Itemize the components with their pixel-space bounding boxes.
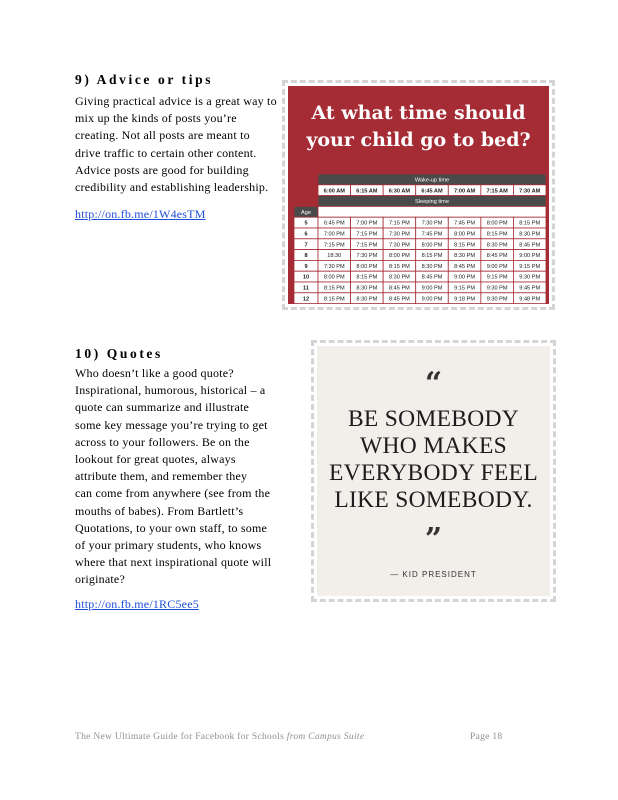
bedtime-label: 8:15 PM bbox=[323, 285, 345, 292]
bedtime-label: 8:30 PM bbox=[454, 253, 475, 260]
body-line: attribute them, and remember they bbox=[75, 469, 248, 484]
bedtime-label: 8:30 PM bbox=[486, 242, 508, 249]
section-10-link[interactable]: http://on.fb.me/1RC5ee5 bbox=[75, 597, 199, 611]
age-label: 6 bbox=[304, 231, 308, 238]
bedtime-label: 9:15 PM bbox=[519, 263, 541, 270]
bedtime-label: 9:15 PM bbox=[486, 274, 508, 281]
bedtime-label: 9:15 PM bbox=[454, 285, 475, 292]
body-line: Advice posts are good for building bbox=[75, 162, 249, 177]
bedtime-label: 6:45 PM bbox=[323, 220, 345, 227]
bedtime-label: 8:15 PM bbox=[356, 274, 378, 281]
bedtime-label: 8:30 PM bbox=[356, 296, 378, 303]
bedtime-label: 7:15 PM bbox=[323, 242, 345, 249]
body-line: can come from anywhere (see from the bbox=[75, 486, 271, 501]
bedtime-label: 7:15 PM bbox=[356, 231, 378, 238]
bedtime-label: 8:45 PM bbox=[519, 242, 541, 249]
quote-image bbox=[311, 340, 556, 602]
bedtime-infographic bbox=[282, 80, 555, 310]
age-label: 5 bbox=[304, 220, 308, 227]
bedtime-label: 8:15 PM bbox=[486, 231, 508, 238]
wake-time-label: 7:30 AM bbox=[519, 188, 541, 195]
age-label: 7 bbox=[304, 242, 308, 249]
body-line: mouths of babes). From Bartlett’s bbox=[75, 503, 244, 518]
open-quote-icon: “ bbox=[424, 366, 443, 401]
section-10-title: 10) Quotes bbox=[75, 346, 163, 361]
bedtime-title-line-1: At what time should bbox=[311, 102, 526, 124]
bedtime-label: 8:00 PM bbox=[323, 274, 345, 281]
bedtime-label: 7:30 PM bbox=[389, 231, 410, 238]
age-label: 10 bbox=[302, 274, 310, 281]
bedtime-title-line-2: your child go to bed? bbox=[306, 129, 531, 151]
age-label: 11 bbox=[303, 285, 309, 292]
quote-attribution: — KID PRESIDENT bbox=[390, 570, 477, 579]
section-9-title: 9) Advice or tips bbox=[75, 72, 214, 87]
bedtime-label: 9:00 PM bbox=[486, 263, 508, 270]
body-line: mix up the kinds of posts you’re bbox=[75, 111, 237, 126]
bedtime-label: 9:30 PM bbox=[486, 285, 508, 292]
body-line: drive traffic to certain other content. bbox=[75, 145, 257, 160]
bedtime-label: 8:30 PM bbox=[421, 263, 443, 270]
page-number: Page 18 bbox=[470, 732, 503, 742]
body-line: across to your followers. Be on the bbox=[75, 434, 250, 449]
section-9-link[interactable]: http://on.fb.me/1W4esTM bbox=[75, 207, 206, 221]
bedtime-label: 8:15 PM bbox=[323, 296, 345, 303]
body-line: creating. Not all posts are meant to bbox=[75, 128, 250, 143]
bedtime-label: 7:45 PM bbox=[454, 220, 475, 227]
wake-time-label: 7:15 AM bbox=[486, 188, 508, 195]
age-header-label: Age bbox=[301, 209, 311, 216]
bedtime-label: 7:30 PM bbox=[421, 220, 443, 227]
body-line: Giving practical advice is a great way to bbox=[75, 94, 277, 108]
body-line: credibility and establishing leadership. bbox=[75, 180, 269, 195]
bedtime-label: 9:18 PM bbox=[454, 296, 475, 303]
bedtime-label: 8:30 PM bbox=[356, 285, 378, 292]
bedtime-label: 8:15 PM bbox=[389, 263, 410, 270]
bedtime-label: 8:45 PM bbox=[454, 263, 475, 270]
body-line: Who doesn’t like a good quote? bbox=[75, 366, 234, 380]
wake-time-label: 6:15 AM bbox=[356, 188, 378, 195]
bedtime-label: 9:00 PM bbox=[421, 285, 443, 292]
bedtime-label: 8:45 PM bbox=[389, 296, 410, 303]
bedtime-label: 7:30 PM bbox=[356, 253, 378, 260]
bedtime-label: 8:00 PM bbox=[454, 231, 475, 238]
body-line: Quotations, to your own staff, to some bbox=[75, 520, 268, 535]
bedtime-label: 9:48 PM bbox=[519, 296, 541, 303]
body-line: some key message you’re trying to get bbox=[75, 417, 268, 432]
body-line: lookout for great quotes, always bbox=[75, 452, 236, 467]
bedtime-label: 7:45 PM bbox=[421, 231, 443, 238]
bedtime-label: 18:30 bbox=[327, 253, 342, 260]
quote-line-4: LIKE SOMEBODY. bbox=[334, 487, 533, 513]
bedtime-label: 8:45 PM bbox=[389, 285, 410, 292]
bedtime-label: 7:30 PM bbox=[389, 242, 410, 249]
bedtime-label: 9:00 PM bbox=[421, 296, 443, 303]
bedtime-label: 7:15 PM bbox=[389, 220, 410, 227]
bedtime-label: 7:00 PM bbox=[323, 231, 345, 238]
bedtime-label: 9:30 PM bbox=[519, 274, 541, 281]
body-line: Inspirational, humorous, historical – a bbox=[75, 383, 266, 398]
bedtime-label: 8:15 PM bbox=[454, 242, 475, 249]
bedtime-label: 9:00 PM bbox=[519, 253, 541, 260]
bedtime-label: 8:15 PM bbox=[519, 220, 541, 227]
quote-line-3: EVERYBODY FEEL bbox=[329, 460, 538, 486]
bedtime-label: 8:00 PM bbox=[389, 253, 410, 260]
body-line: of your primary students, who knows bbox=[75, 538, 262, 553]
bedtime-label: 8:30 PM bbox=[389, 274, 410, 281]
bedtime-label: 7:15 PM bbox=[356, 242, 378, 249]
bedtime-table bbox=[294, 174, 546, 303]
quote-line-2: WHO MAKES bbox=[360, 433, 507, 459]
age-label: 12 bbox=[302, 296, 310, 303]
bedtime-label: 9:30 PM bbox=[486, 296, 508, 303]
body-line: originate? bbox=[75, 572, 125, 587]
footer-doc-title: The New Ultimate Guide for Facebook for Schools bbox=[75, 732, 285, 742]
bedtime-label: 8:00 PM bbox=[356, 263, 378, 270]
bedtime-label: 9:00 PM bbox=[454, 274, 475, 281]
wake-time-label: 7:00 AM bbox=[453, 188, 476, 195]
bedtime-label: 8:45 PM bbox=[486, 253, 508, 260]
bedtime-label: 8:30 PM bbox=[519, 231, 541, 238]
blank-header-row bbox=[318, 206, 546, 217]
bedtime-label: 8:15 PM bbox=[421, 253, 443, 260]
age-label: 9 bbox=[304, 263, 308, 270]
footer-title bbox=[75, 732, 364, 742]
wake-time-label: 6:45 AM bbox=[421, 188, 443, 195]
wake-time-label: 6:00 AM bbox=[323, 188, 345, 195]
body-line: where that next inspirational quote will bbox=[75, 555, 272, 570]
bedtime-label: 8:45 PM bbox=[421, 274, 443, 281]
wake-header-label: Wake-up time bbox=[414, 177, 450, 184]
section-10-body bbox=[75, 365, 271, 589]
close-quote-icon: ” bbox=[424, 522, 443, 557]
quote-line-1: BE SOMEBODY bbox=[347, 406, 520, 432]
wake-time-label: 6:30 AM bbox=[388, 188, 411, 195]
age-label: 8 bbox=[304, 253, 308, 260]
sleep-header-label: Sleeping time bbox=[415, 199, 449, 206]
bedtime-label: 9:45 PM bbox=[519, 285, 541, 292]
bedtime-label: 8:00 PM bbox=[421, 242, 443, 249]
bedtime-label: 8:00 PM bbox=[486, 220, 508, 227]
body-line: quote can summarize and illustrate bbox=[75, 400, 250, 415]
bedtime-label: 7:00 PM bbox=[356, 220, 378, 227]
footer-source: from Campus Suite bbox=[286, 732, 365, 742]
bedtime-label: 7:30 PM bbox=[323, 263, 345, 270]
section-9-body bbox=[75, 93, 277, 196]
